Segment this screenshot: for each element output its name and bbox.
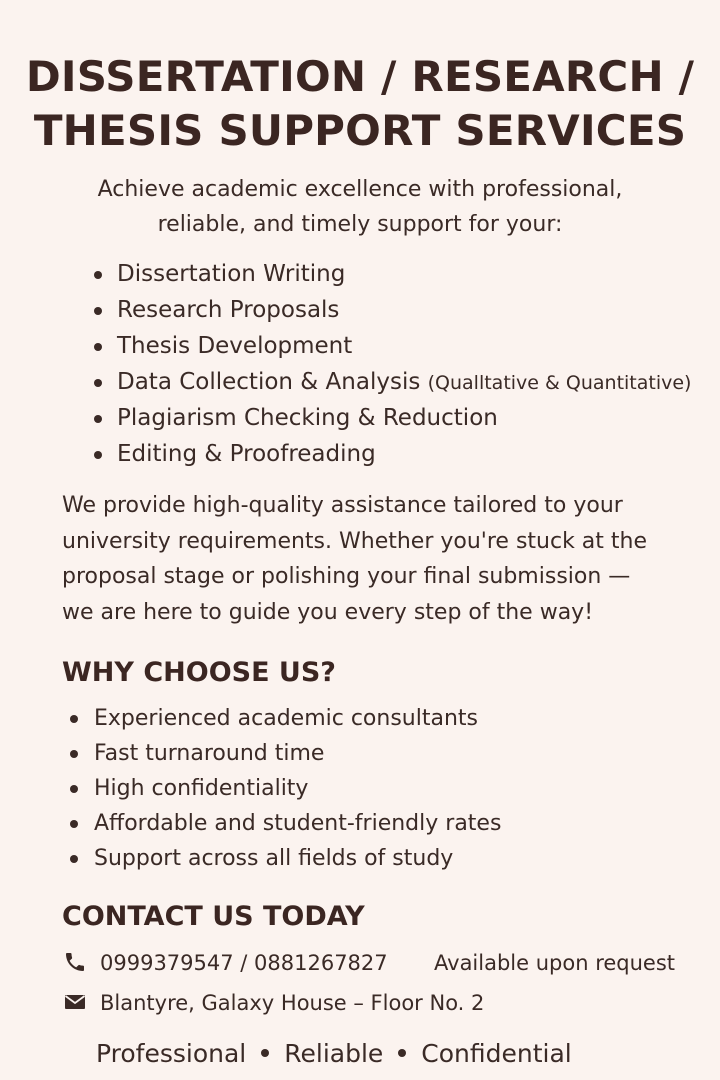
why-item-label: Support across all fields of study [94, 846, 454, 871]
paragraph-line-1: We provide high-quality assistance tailored to your [62, 493, 623, 518]
service-note: (Qualltative & Quantitative) [427, 372, 692, 394]
why-item-label: Affordable and student-friendly rates [94, 811, 502, 836]
phone-icon [62, 950, 88, 974]
page-title [0, 50, 720, 158]
list-item [92, 292, 691, 328]
bullet-icon [70, 785, 78, 793]
why-choose-list [68, 701, 501, 876]
intro-line-2: reliable, and timely support for your: [157, 212, 563, 237]
why-item-label: Fast turnaround time [94, 741, 325, 766]
services-list [92, 256, 691, 472]
bullet-icon [94, 451, 102, 459]
phone-numbers[interactable]: 0999379547 / 0881267827 [100, 951, 388, 975]
bullet-icon [70, 750, 78, 758]
service-label: Research Proposals [117, 297, 340, 323]
service-label: Data Collection & Analysis [117, 369, 421, 395]
bullet-icon [94, 271, 102, 279]
bullet-icon [94, 379, 102, 387]
separator-dot-icon [261, 1049, 269, 1057]
title-line-2: THESIS SUPPORT SERVICES [33, 106, 687, 155]
description-paragraph [62, 488, 702, 630]
list-item [68, 736, 501, 771]
tagline-word: Reliable [284, 1039, 384, 1068]
list-item [92, 436, 691, 472]
service-label: Dissertation Writing [117, 261, 346, 287]
title-line-1: DISSERTATION / RESEARCH / [25, 52, 695, 101]
why-item-label: High confidentiality [94, 776, 309, 801]
address-text: Blantyre, Galaxy House – Floor No. 2 [100, 991, 485, 1015]
list-item [92, 400, 691, 436]
bullet-icon [70, 820, 78, 828]
contact-heading: CONTACT US TODAY [62, 901, 365, 932]
availability-text: Available upon request [434, 951, 676, 975]
contact-phone-row [62, 948, 682, 978]
bullet-icon [70, 855, 78, 863]
service-label: Thesis Development [117, 333, 353, 359]
paragraph-line-3: proposal stage or polishing your final submission — [62, 564, 631, 589]
why-choose-heading: WHY CHOOSE US? [62, 657, 336, 688]
tagline-word: Confidential [421, 1039, 572, 1068]
mail-icon [62, 990, 88, 1014]
list-item [68, 701, 501, 736]
contact-address-row [62, 988, 484, 1018]
list-item [68, 806, 501, 841]
why-item-label: Experienced academic consultants [94, 706, 478, 731]
bullet-icon [70, 715, 78, 723]
tagline [96, 1036, 572, 1072]
service-label: Plagiarism Checking & Reduction [117, 405, 498, 431]
bullet-icon [94, 343, 102, 351]
separator-dot-icon [398, 1049, 406, 1057]
list-item [68, 841, 501, 876]
intro-text [0, 172, 720, 242]
bullet-icon [94, 415, 102, 423]
phone-icon-svg [62, 950, 88, 974]
tagline-word: Professional [96, 1039, 247, 1068]
bullet-icon [94, 307, 102, 315]
list-item [68, 771, 501, 806]
mail-icon-svg [62, 990, 88, 1014]
paragraph-line-2: university requirements. Whether you're stuck at the [62, 528, 648, 554]
service-label: Editing & Proofreading [117, 441, 376, 467]
list-item [92, 328, 691, 364]
list-item [92, 256, 691, 292]
list-item [92, 364, 691, 400]
intro-line-1: Achieve academic excellence with professional, [97, 177, 623, 202]
paragraph-line-4: we are here to guide you every step of the way! [62, 599, 594, 625]
